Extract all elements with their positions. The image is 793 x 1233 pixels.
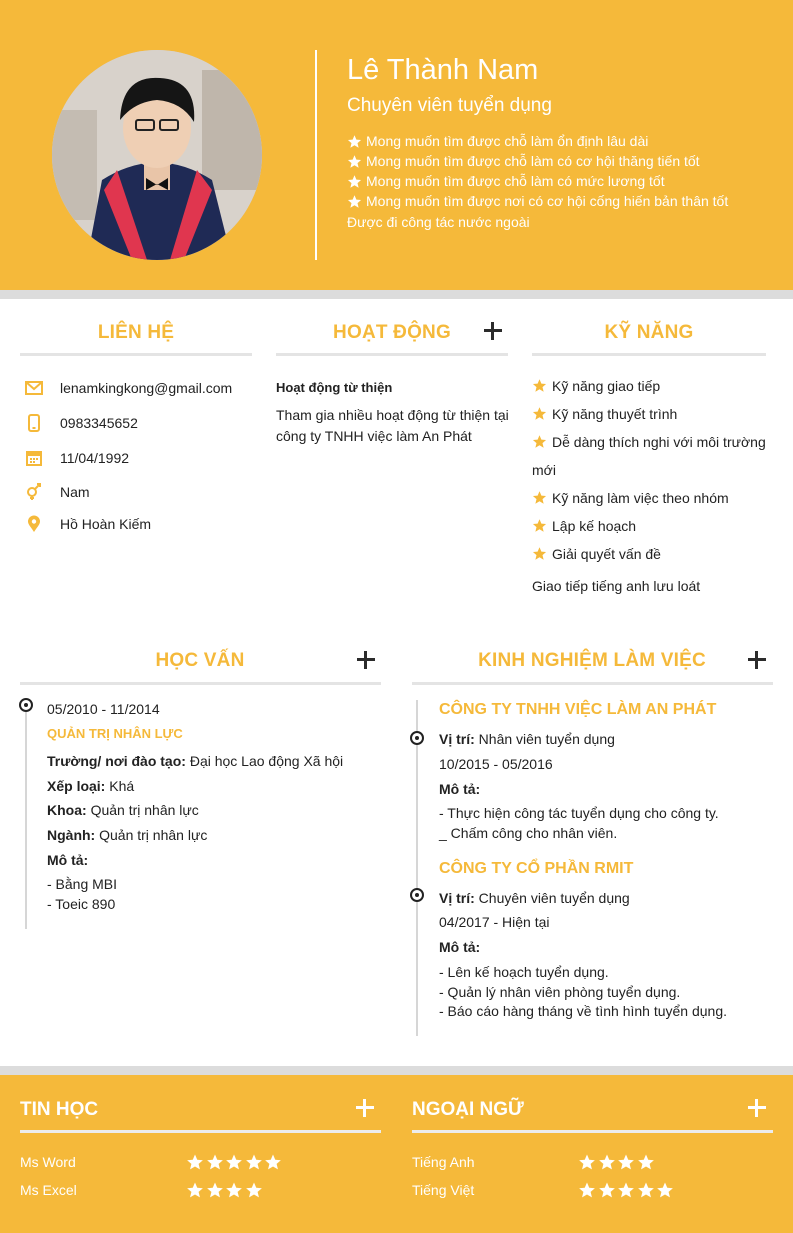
- profile-photo: [52, 50, 262, 260]
- job-company: CÔNG TY TNHH VIỆC LÀM AN PHÁT: [439, 701, 717, 718]
- edu-desc-line: - Bằng MBI: [47, 876, 118, 892]
- skill-item: Dễ dàng thích nghi với môi trường: [532, 428, 772, 456]
- job-position: Vị trí: Nhân viên tuyển dụng: [439, 731, 615, 747]
- map-pin-icon: [24, 514, 44, 534]
- add-it-skill-button[interactable]: [356, 1099, 374, 1117]
- activity-divider: [276, 353, 508, 356]
- star-icon: [245, 1181, 263, 1199]
- star-icon: [532, 490, 547, 505]
- timeline-dot: [19, 698, 33, 712]
- languages-title: NGOẠI NGỮ: [412, 1099, 524, 1120]
- star-icon: [532, 378, 547, 393]
- it-skill-name: Ms Excel: [20, 1182, 77, 1198]
- section-separator: [0, 1066, 793, 1075]
- skills-title: KỸ NĂNG: [604, 322, 694, 343]
- goal-extra: Được đi công tác nước ngoài: [347, 214, 530, 230]
- add-education-button[interactable]: [357, 651, 375, 669]
- edu-faculty: Khoa: Quản trị nhân lực: [47, 802, 199, 818]
- job-period: 10/2015 - 05/2016: [439, 756, 553, 772]
- job-desc-line: _ Chấm công cho nhân viên.: [439, 825, 618, 841]
- star-icon: [206, 1153, 224, 1171]
- star-icon: [225, 1153, 243, 1171]
- star-icon: [598, 1181, 616, 1199]
- phone-icon: [24, 413, 44, 433]
- skill-item: Kỹ năng thuyết trình: [532, 400, 772, 428]
- contact-phone: 0983345652: [24, 413, 138, 433]
- education-title: HỌC VẤN: [155, 650, 245, 671]
- star-icon: [347, 194, 362, 209]
- job-desc-line: - Thực hiện công tác tuyển dụng cho công ty.: [439, 805, 719, 821]
- skill-item: Kỹ năng giao tiếp: [532, 372, 772, 400]
- star-icon: [578, 1153, 596, 1171]
- goal-item: Mong muốn tìm được chỗ làm có cơ hội thăng tiến tốt: [347, 151, 728, 171]
- star-icon: [532, 406, 547, 421]
- job-position: Vị trí: Chuyên viên tuyển dụng: [439, 890, 630, 906]
- star-icon: [264, 1153, 282, 1171]
- contact-gender: Nam: [24, 482, 90, 502]
- star-icon: [186, 1153, 204, 1171]
- goal-item: Mong muốn tìm được chỗ làm có mức lương tốt: [347, 171, 728, 191]
- job-desc-label: Mô tả:: [439, 939, 481, 955]
- education-timeline: [25, 705, 27, 929]
- contact-title: LIÊN HỆ: [97, 322, 175, 343]
- star-icon: [637, 1153, 655, 1171]
- education-divider: [20, 682, 381, 685]
- career-goals: [347, 131, 728, 211]
- rating-stars: [186, 1153, 284, 1171]
- job-title: Chuyên viên tuyển dụng: [347, 95, 552, 116]
- star-icon: [637, 1181, 655, 1199]
- star-icon: [245, 1153, 263, 1171]
- edu-field: Ngành: Quản trị nhân lực: [47, 827, 208, 843]
- star-icon: [225, 1181, 243, 1199]
- skill-item: Lập kế hoạch: [532, 512, 772, 540]
- skill-item: Kỹ năng làm việc theo nhóm: [532, 484, 772, 512]
- languages-divider: [412, 1130, 773, 1133]
- calendar-icon: [24, 448, 44, 468]
- rating-stars: [186, 1181, 264, 1199]
- star-icon: [347, 154, 362, 169]
- star-icon: [532, 434, 547, 449]
- skill-item: Giải quyết vấn đề: [532, 540, 772, 568]
- language-name: Tiếng Việt: [412, 1182, 475, 1198]
- goal-item: Mong muốn tìm được nơi có cơ hội cống hiến bản thân tốt: [347, 191, 728, 211]
- edu-desc-label: Mô tả:: [47, 852, 89, 868]
- contact-birthday: 11/04/1992: [24, 448, 129, 468]
- skills-list: [532, 372, 772, 568]
- it-skills-divider: [20, 1130, 381, 1133]
- job-desc-line: - Quản lý nhân viên phòng tuyển dụng.: [439, 984, 681, 1000]
- cv-header: [0, 0, 793, 290]
- edu-major-title: QUẢN TRỊ NHÂN LỰC: [47, 726, 183, 741]
- activity-item-desc: Tham gia nhiều hoạt động từ thiện tại công ty TNHH việc làm An Phát: [276, 407, 509, 444]
- section-separator: [0, 290, 793, 299]
- job-desc-line: - Báo cáo hàng tháng về tình hình tuyển dụng.: [439, 1003, 727, 1019]
- header-divider: [315, 50, 317, 260]
- experience-title: KINH NGHIỆM LÀM VIỆC: [478, 650, 706, 671]
- star-icon: [347, 134, 362, 149]
- rating-stars: [578, 1153, 656, 1171]
- job-period: 04/2017 - Hiện tại: [439, 914, 550, 930]
- experience-divider: [412, 682, 773, 685]
- skill-extra: Giao tiếp tiếng anh lưu loát: [532, 578, 701, 594]
- language-name: Tiếng Anh: [412, 1154, 475, 1170]
- rating-stars: [578, 1181, 676, 1199]
- job-desc-line: - Lên kế hoạch tuyển dụng.: [439, 964, 609, 980]
- edu-rank: Xếp loại: Khá: [47, 778, 135, 794]
- activity-item-title: Hoạt động từ thiện: [276, 380, 393, 395]
- experience-timeline: [416, 700, 418, 1036]
- edu-desc-line: - Toeic 890: [47, 896, 116, 912]
- gender-icon: [24, 482, 44, 502]
- star-icon: [656, 1181, 674, 1199]
- job-company: CÔNG TY CỔ PHẦN RMIT: [439, 860, 634, 877]
- contact-address: Hồ Hoàn Kiếm: [24, 514, 151, 534]
- contact-divider: [20, 353, 252, 356]
- add-language-button[interactable]: [748, 1099, 766, 1117]
- star-icon: [532, 518, 547, 533]
- star-icon: [598, 1153, 616, 1171]
- envelope-icon: [24, 378, 44, 398]
- it-skill-name: Ms Word: [20, 1154, 76, 1170]
- star-icon: [206, 1181, 224, 1199]
- star-icon: [578, 1181, 596, 1199]
- add-activity-button[interactable]: [484, 322, 502, 340]
- contact-email: lenamkingkong@gmail.com: [24, 378, 232, 398]
- star-icon: [347, 174, 362, 189]
- edu-period: 05/2010 - 11/2014: [47, 701, 160, 717]
- job-desc-label: Mô tả:: [439, 781, 481, 797]
- cv-footer: [0, 1075, 793, 1233]
- full-name: Lê Thành Nam: [347, 54, 539, 86]
- timeline-dot: [410, 731, 424, 745]
- star-icon: [617, 1181, 635, 1199]
- star-icon: [532, 546, 547, 561]
- star-icon: [186, 1181, 204, 1199]
- it-skills-title: TIN HỌC: [20, 1099, 99, 1120]
- star-icon: [617, 1153, 635, 1171]
- avatar: [52, 50, 262, 260]
- goal-item: Mong muốn tìm được chỗ làm ổn định lâu dài: [347, 131, 728, 151]
- add-experience-button[interactable]: [748, 651, 766, 669]
- edu-school: Trường/ nơi đào tạo: Đại học Lao động Xã hội: [47, 753, 344, 769]
- timeline-dot: [410, 888, 424, 902]
- activity-title: HOẠT ĐỘNG: [333, 322, 451, 343]
- skill-item-wrap: mới: [532, 462, 556, 478]
- skills-divider: [532, 353, 766, 356]
